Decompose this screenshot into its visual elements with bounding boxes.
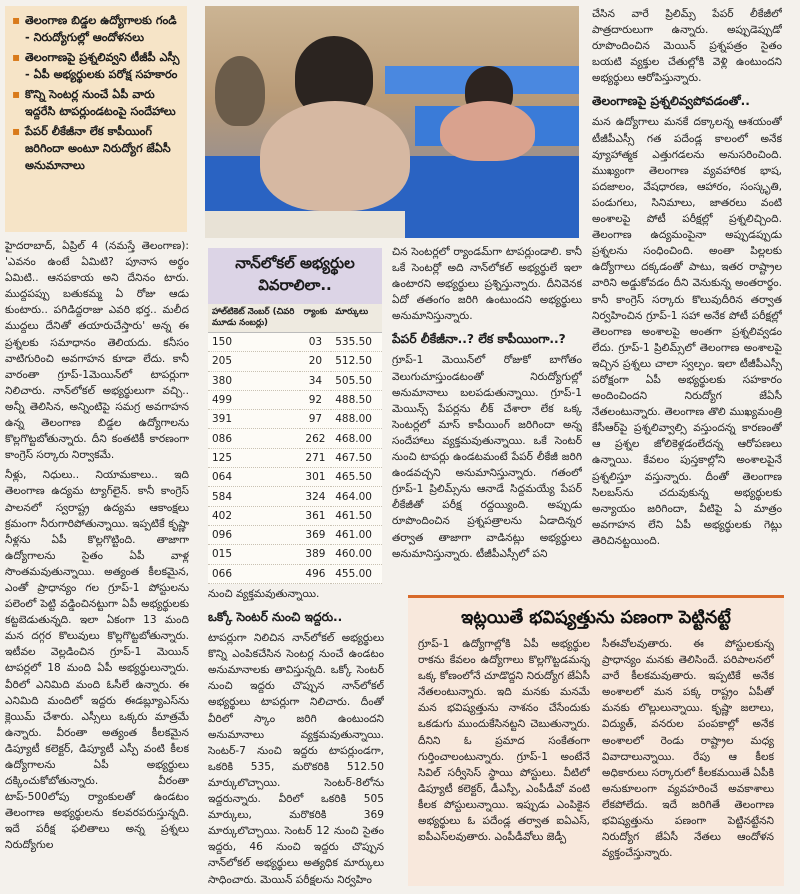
rank-cell: 324 (300, 487, 332, 506)
article-column-4 (592, 6, 782, 590)
table-row (208, 525, 382, 544)
table-row (208, 429, 382, 448)
article-column-2 (208, 586, 384, 890)
article-column-3 (392, 244, 582, 590)
rank-cell: 301 (300, 468, 332, 487)
marks-cell: 461.00 (331, 525, 382, 544)
nonlocal-candidates-table (208, 248, 382, 584)
hall-ticket-cell: 402 (208, 506, 300, 525)
column-header: హాల్‌టికెట్ నెంబర్ (చివరి మూడు నంబర్లు) (208, 304, 300, 333)
article-paragraph: గ్రూప్-1 ఉద్యోగాల్లోకి ఏపీ అభ్యర్థుల రాకను కేవలం ఉద్యోగాలు కొల్లగొట్టడమన్న ఒక్క కోణంలోనే చూడొద్దని నిరుద్యోగ జేఏసీ నేతలంటున్నారు. ఇది మనకు మనమే మన భవిష్యత్తును నాశనం చేసేందుకు ఒకడుగు ముందుకేసినట్టని చెబుతున్నారు. దీనిని ఓ ప్రమాద సంకేతంగా గుర్తించాలంటున్నారు. గ్రూప్-1 అంటేనే సివిల్ సర్వీసెస్ స్థాయి పోస్టులు. వీటిలో డిప్యూటీ కలెక్టర్, డీఎస్పీ, ఎంపీడీవో వంటి కీలక పోస్టులున్నాయి. ఇప్పుడు ఎంపికైన అభ్యర్థులు ఓ పదేండ్ల తర్వాత ఐఏఎస్, ఐపీఎస్‌లవుతారు. ఎంపీడీవోలు జెడ్పీ (418, 638, 590, 844)
table-header-banner (208, 248, 382, 304)
marks-cell: 488.00 (331, 410, 382, 429)
table-row (208, 448, 382, 467)
hall-ticket-cell: 096 (208, 525, 300, 544)
article-paragraph: సీఈవోలవుతారు. ఈ పోస్టులకున్న ప్రాధాన్యం మనకు తెలిసిందే. పరిపాలనలో వారే కీలకమవుతారు. ఇప్పటికే అనేక అంశాలలో మన పక్క రాష్ట్రం ఏపీతో మనకు లొల్లులున్నాయి. కృష్ణా జలాలు, విద్యుత్, వనరుల పంపకాల్లో అనేక అంశాలలో రెండు రాష్ట్రాల మధ్య వివాదాలున్నాయి. రేపు ఆ కీలక అధికారులు సర్కారులో కీలకమయితే ఏపీకి అనుకూలంగా వ్యవహరించే అవకాశాలు లేకపోలేదు. ఇదే జరిగితే తెలంగాణ భవిష్యత్తును పణంగా పెట్టినట్టేనని నిరుద్యోగ జేఏసీ నేతలు ఆందోళన వ్యక్తంచేస్తున్నారు. (602, 638, 774, 860)
hall-ticket-cell: 391 (208, 410, 300, 429)
marks-cell: 505.50 (331, 371, 382, 390)
article-paragraph: గ్రూప్-1 మెయిన్‌లో రోజుకో బాగోతం వెలుగుచూస్తుండటంతో నిరుద్యోగుల్లో అనుమానాలు బలపడుతున్నాయి. గ్రూప్-1 మెయిన్స్ పేపర్లను లీక్ చేశారా లేక ఒక్క సెంటర్లలో మాస్ కాపీయింగ్ జరిగిందా అన్న సందేహాలు వ్యక్తమవుతున్నాయి. ఒకే సెంటర్ నుంచి టాపర్లు ఉండటమంటే పేపర్ లీకేజీ జరిగి ఉండవచ్చని అనుమానిస్తున్నారు. గతంలో గ్రూప్-1 ప్రిలిమ్స్‌ను ఆనాడే సిద్దమయ్యే పేపర్ లీకేజీతో పరీక్ష రద్దయ్యింది. అప్పుడు రూపొందించిన ప్రశ్నపత్రాలను ఏడాదిన్నర తర్వాత తాజాగా వాడినట్లు అభ్యర్థులు అనుమానిస్తున్నారు. టీజీపీఎస్సీలో పని (392, 354, 582, 560)
hall-ticket-cell: 066 (208, 564, 300, 583)
hall-ticket-cell: 086 (208, 429, 300, 448)
rank-cell: 92 (300, 390, 332, 409)
column-header: ర్యాంకు (300, 304, 332, 333)
column-header: మార్కులు (331, 304, 382, 333)
table-row (208, 468, 382, 487)
article-paragraph: చిన సెంటర్లలో ర్యాండమ్‌గా టాపర్లుండాలి. కానీ ఒకే సెంటర్లో అది నాన్‌లోకల్ అభ్యర్థులే ఇలా ఉంటారని అభ్యర్థులు ప్రశ్నిస్తున్నారు. దీనివెనక ఏదో తతంగం జరిగి ఉంటుందని అభ్యర్థులు అనుమానిస్తున్నారు. (392, 246, 582, 323)
marks-cell: 465.50 (331, 468, 382, 487)
table-title: నాన్‌లోకల్ అభ్యర్థుల వివరాలిలా.. (235, 254, 355, 294)
marks-cell: 461.50 (331, 506, 382, 525)
rank-cell: 34 (300, 371, 332, 390)
marks-cell: 512.50 (331, 352, 382, 371)
table-row (208, 390, 382, 409)
sidebar-story-left (418, 636, 590, 882)
table-row (208, 564, 382, 583)
table-row (208, 352, 382, 371)
rank-cell: 262 (300, 429, 332, 448)
article-paragraph: చేసిన వారే ప్రిలిమ్స్ పేపర్ లీకేజీలో పాత్రదారులుగా ఉన్నారు. అప్పుడెప్పుడో రూపొందించిన మెయిన్ ప్రశ్నపత్రం సైతం బయటి వ్యక్తుల చేతుల్లోకి వెళ్లి ఉంటుందని అభ్యర్థులు ఆరోపిస్తున్నారు. (592, 8, 782, 85)
rank-cell: 20 (300, 352, 332, 371)
rank-cell: 496 (300, 564, 332, 583)
table-header-row (208, 304, 382, 333)
section-subhead: పేపర్ లీకేజీనా..? లేక కాపీయింగా..? (392, 332, 566, 347)
hall-ticket-cell: 150 (208, 333, 300, 352)
marks-cell: 455.00 (331, 564, 382, 583)
hall-ticket-cell: 499 (208, 390, 300, 409)
highlight-item: ▪ పేపర్ లీకేజీనా లేక కాపీయింగ్ జరిగిందా అంటూ నిరుద్యోగ జేఏసీ అనుమానాలు (25, 123, 181, 174)
hall-ticket-cell: 205 (208, 352, 300, 371)
rank-cell: 97 (300, 410, 332, 429)
marks-cell: 468.00 (331, 429, 382, 448)
results-table (208, 304, 382, 584)
article-paragraph: టాపర్లుగా నిలిచిన నాన్‌లోకల్ అభ్యర్థులు కొన్ని ఎంపికచేసిన సెంటర్ల నుంచే ఉండటం అనుమానాలకు తావిస్తున్నది. ఒక్కో సెంటర్ నుంచి ఇద్దరు చొప్పున నాన్‌లోకల్ అభ్యర్థులు టాపర్లుగా నిలిచారు. దీంతో వీరిలో స్కాం జరిగి ఉంటుందని అనుమానాలు వ్యక్తమవుతున్నాయి. సెంటర్-7 నుంచి ఇద్దరు టాపర్లుండగా, ఒకరికి 535, మరొకరికి 512.50 మార్కులొచ్చాయి. సెంటర్-8లోను ఇద్దరున్నారు. వీరిలో ఒకరికి 505 మార్కులు, మరొకరికి 369 మార్కులొచ్చాయి. సెంటర్ 12 నుంచి సైతం ఇద్దరు, 46 నుంచి ఇద్దరు చొప్పున నాన్‌లోకల్ అభ్యర్థులు అత్యధిక మార్కులు సాధించారు. మెయిన్ పరీక్షలను నిర్వహిం (208, 632, 384, 886)
marks-cell: 488.50 (331, 390, 382, 409)
section-subhead: తెలంగాణపై ప్రశ్నలివ్వపోవడంతో.. (592, 94, 750, 109)
sidebar-story-box (408, 595, 784, 886)
highlight-item: ▪ తెలంగాణ బిడ్డల ఉద్యోగాలకు గండి - నిరుద్యోగుల్లో ఆందోళనలు (25, 12, 181, 46)
marks-cell: 464.00 (331, 487, 382, 506)
rank-cell: 369 (300, 525, 332, 544)
article-paragraph: హైదరాబాద్, ఏప్రిల్ 4 (నమస్తే తెలంగాణ): 'ఎవనం ఉంటే ఏమిటి? పూనాస అర్థం ఏమిటి.. ఆనపకాయ అని దేనినం టారు. ముద్దపప్పు బతుకమ్మ ఏ రోజు ఆడు కుంటారు.. పగిడిద్దరాజు ఎవరి భర్త.. మలీద ముద్దలు దేనితో తయారుచేస్తారు' అన్న ఈ ప్రశ్నలకు సమాధానం తెలియదు. కనీసం వాటిగురించి అవగాహన కూడా లేదు. కానీ వారంతా గ్రూప్-1మెయిన్‌లో టాపర్లుగా నిలిచారు. నాన్‌లోకల్ అభ్యర్థులుగా వచ్చి.. అన్నీ తెలిసిన, అన్నింటిపై సమగ్ర అవగాహన ఉన్న తెలంగాణ బిడ్డల ఉద్యోగాలను కొల్లగొట్టబోతున్నారు. దీని కంతటికీ కారణంగా కాంగ్రెస్ సర్కారు నిర్వాకమే. (5, 240, 189, 462)
exam-hall-photo (205, 6, 579, 238)
article-paragraph: నీళ్లు, నిధులు.. నియామకాలు.. ఇది తెలంగాణ ఉద్యమ ట్యాగ్‌లైన్. కానీ కాంగ్రెస్ పాలనలో స్వరాష్ట్ర ఉద్యమ ఆకాంక్షలు క్రమంగా నీరుగారిపోతున్నాయి. ఇప్పటికే కృష్ణా నీళ్లను ఏపీ కొల్లగొట్టింది. తాజాగా ఉద్యోగాలను సైతం ఏపీ వాళ్ల సొంతమవుతున్నాయి. అత్యంత కీలకమైన, ఎంతో ప్రాధాన్యం గల గ్రూప్-1 పోస్టులను పలెంలో పెట్టి వడ్డించినట్టుగా ఏపీ అభ్యర్థులకు కట్టబెడుతున్నది. ఇలా ఏకంగా 13 మంది మన దగ్గర కొలువులు కొల్లగొట్టబోతున్నారు. ఇటీవల వెల్లడించిన గ్రూప్-1 మెయిన్ టాపర్లలో 18 మంది ఏపీ అభ్యర్థులున్నారు. వీరిలో ఎనిమిది మంది ఓసీలే ఉన్నారు. ఈ ఎనిమిది మందిలో ఇద్దరు ఈడబ్ల్యూఎస్‌ను క్లెయిమ్ చేశారు. ఎస్సీలు ఒక్కరు మాత్రమే ఉన్నారు. వీరంతా అత్యంత కీలకమైన డిప్యూటీ కలెక్టర్, డిప్యూటీ ఎస్పీ వంటి కీలక ఉద్యోగాలను ఏపీ అభ్యర్థులు దక్కించుకోబోతున్నారు. వీరంతా టాప్-500లోపు ర్యాంకులతో ఉండటం తెలంగాణ అభ్యర్థులను కలవరపరుస్తున్నది. ఇదే పరీక్ష ఫలితాలు అన్న ప్రశ్నలు నిరుద్యోగుల (5, 469, 189, 852)
table-row (208, 410, 382, 429)
hall-ticket-cell: 380 (208, 371, 300, 390)
highlight-item: ▪ కొన్ని సెంటర్ల నుంచే ఏపీ వారు ఇద్దరేసి టాపర్లుండటంపై సందేహాలు (25, 86, 181, 120)
marks-cell: 460.00 (331, 545, 382, 564)
rank-cell: 389 (300, 545, 332, 564)
sidebar-story-right (602, 636, 774, 882)
table-row (208, 371, 382, 390)
table-row (208, 506, 382, 525)
hall-ticket-cell: 015 (208, 545, 300, 564)
highlights-box (5, 6, 187, 232)
sidebar-story-title: ఇట్లయితే భవిష్యత్తును పణంగా పెట్టినట్టే (461, 608, 731, 628)
hall-ticket-cell: 584 (208, 487, 300, 506)
hall-ticket-cell: 064 (208, 468, 300, 487)
rank-cell: 271 (300, 448, 332, 467)
rank-cell: 03 (300, 333, 332, 352)
table-row (208, 487, 382, 506)
marks-cell: 535.50 (331, 333, 382, 352)
highlight-item: ▪ తెలంగాణపై ప్రశ్నలివ్వని టీజీపీ ఎస్సీ - ఏపీ అభ్యర్థులకు పరోక్ష సహకారం (25, 49, 181, 83)
table-body (208, 333, 382, 584)
article-column-1 (5, 238, 189, 890)
article-paragraph: మన ఉద్యోగాలు మనకే దక్కాలన్న ఆశయంతో టీజీపీఎస్సీ గత పదేండ్ల కాలంలో అనేక వ్యూహాత్మక ఎత్తుగడలను అనుసరించింది. ముఖ్యంగా తెలంగాణ వ్యవహారిక భాష, పదజాలం, వేషధారణ, ఆహారం, సంస్కృతి, పండుగలు, సినిమాలు, జాతరలు వంటి అంశాలపై పోటీ పరీక్షల్లో ప్రశ్నలిచ్చింది. తెలంగాణ ఉద్యమంపైనా అప్పుడప్పుడు ప్రశ్నలను సంధించింది. అంతా పిల్లలకు ఉద్యోగాలు దక్కడంతో పాటు, ఇతర రాష్ట్రాల వారిని అడ్డుకోవడం దీని వెనుకున్న అంతరార్థం. కానీ కాంగ్రెస్ సర్కారు కొలువుదీరిన తర్వాత నిర్వహించిన గ్రూప్-1 సహా అనేక పోటీ పరీక్షల్లో తెలంగాణ అంశాలపై అంతగా ప్రశ్నలివ్వడం లేదు. గ్రూప్-1 ప్రిలిమ్స్‌లో తెలంగాణ అంశాలపై ఇచ్చిన ప్రశ్నలు చాలా స్వల్పం. ఇలా టీజీపీఎస్సీ పరోక్షంగా ఏపీ అభ్యర్థులకు సహకారం అందించిందని నిరుద్యోగ జేఏసీ నేతలంటున్నారు. తెలంగాణ తొలి ముఖ్యమంత్రి కేసీఆర్‌పై ప్రశ్నలివ్వాల్సి వస్తుందన్న కారణంతో ఆ ప్రశ్నల జోలికెళ్లడంలేదన్న ఆరోపణలు ఉన్నాయి. కేవలం పుస్తకాల్లోని అంశాలపైనే ప్రశ్నలిస్తూ వస్తున్నారు. దీంతో తెలంగాణ సిలబస్‌ను చదువుకున్న అభ్యర్థులకు అన్యాయం జరిగిందా, వీటిపై ఏ మాత్రం అవగాహన లేని ఏపీ అభ్యర్థులకు గెట్లు తెరిచినట్టయింది. (592, 116, 782, 547)
marks-cell: 467.50 (331, 448, 382, 467)
table-row (208, 333, 382, 352)
article-paragraph: నుంచి వ్యక్తమవుతున్నాయి. (208, 588, 320, 600)
section-subhead: ఒక్కో సెంటర్ నుంచి ఇద్దరు.. (208, 610, 343, 625)
highlights-list (11, 12, 181, 174)
table-row (208, 545, 382, 564)
rank-cell: 361 (300, 506, 332, 525)
hall-ticket-cell: 125 (208, 448, 300, 467)
